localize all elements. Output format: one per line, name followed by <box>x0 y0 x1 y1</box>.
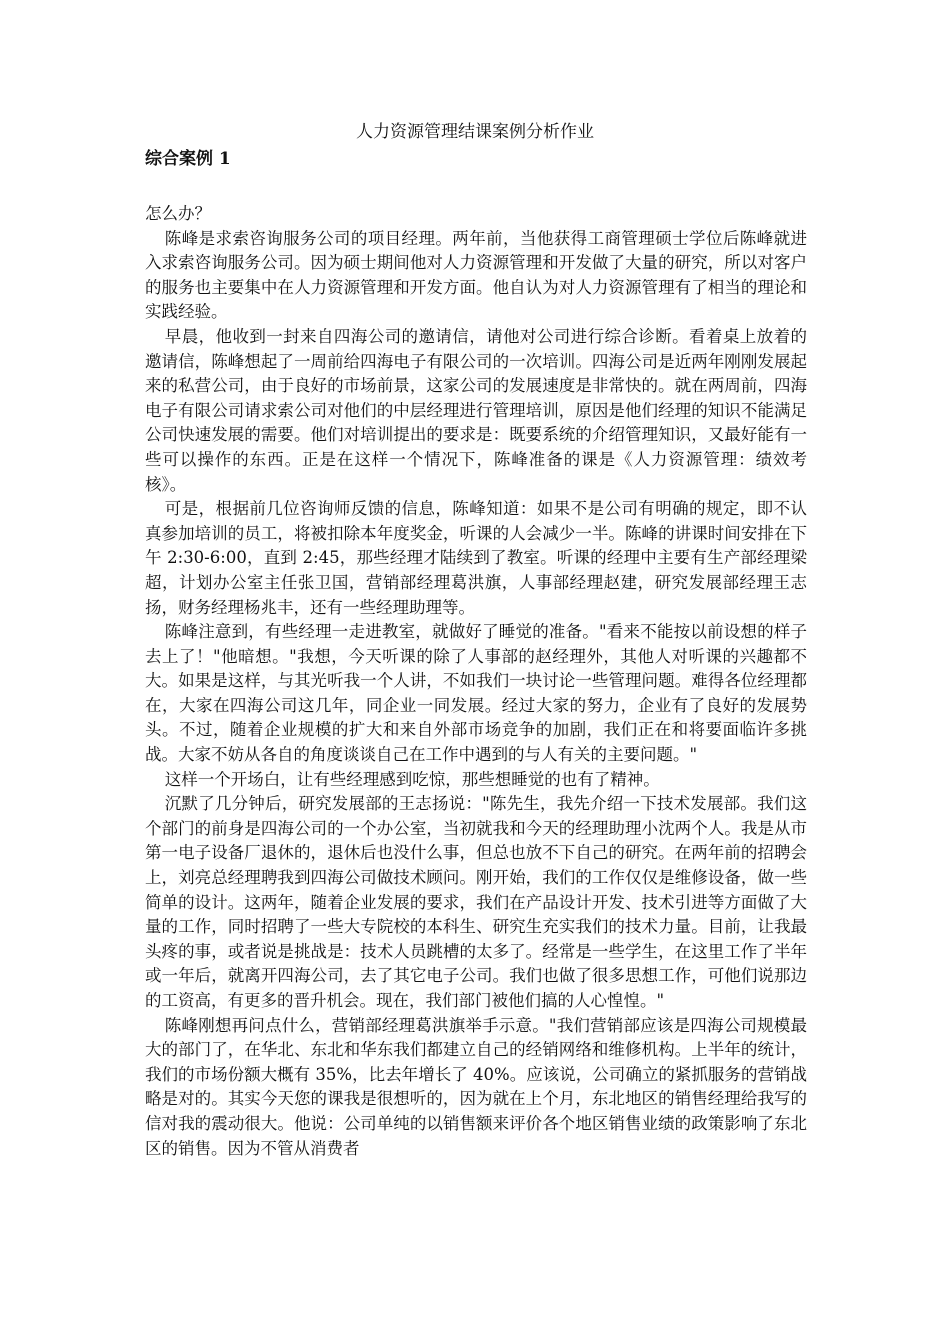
paragraph: 沉默了几分钟后，研究发展部的王志扬说："陈先生，我先介绍一下技术发展部。我们这个部门的前身是四海公司的一个办公室，当初就我和今天的经理助理小沈两个人。我是从市第一电子设备厂退休的，退休后也没什么事，但总也放不下自己的研究。在两年前的招聘会上，刘亮总经理聘我到四海公司做技术顾问。刚开始，我们的工作仅仅是维修设备，做一些简单的设计。这两年，随着企业发展的要求，我们在产品设计开发、技术引进等方面做了大量的工作，同时招聘了一些大专院校的本科生、研究生充实我们的技术力量。目前，让我最头疼的事，或者说是挑战是：技术人员跳槽的太多了。经常是一些学生，在这里工作了半年或一年后，就离开四海公司，去了其它电子公司。我们也做了很多思想工作，可他们说那边的工资高，有更多的晋升机会。现在，我们部门被他们搞的人心惶惶。" <box>145 794 807 1010</box>
document-body <box>145 202 807 1161</box>
paragraph: 可是，根据前几位咨询师反馈的信息，陈峰知道：如果不是公司有明确的规定，即不认真参加培训的员工，将被扣除本年度奖金，听课的人会减少一半。陈峰的讲课时间安排在下午 2:30-6:00，直到 2:45，那些经理才陆续到了教室。听课的经理中主要有生产部经理梁超，计划办公室主任张卫国，营销部经理葛洪旗，人事部经理赵建，研究发展部经理王志扬，财务经理杨兆丰，还有一些经理助理等。 <box>145 499 807 617</box>
paragraph: 陈峰刚想再问点什么，营销部经理葛洪旗举手示意。"我们营销部应该是四海公司规模最大的部门了，在华北、东北和华东我们都建立自己的经销网络和维修机构。上半年的统计，我们的市场份额大概有 35%，比去年增长了 40%。应该说，公司确立的紧抓服务的营销战略是对的。其实今天您的课我是很想听的，因为就在上个月，东北地区的销售经理给我写的信对我的震动很大。他说：公司单纯的以销售额来评价各个地区销售业绩的政策影响了东北区的销售。因为不管从消费者 <box>145 1015 807 1158</box>
case-heading: 综合案例 1 <box>145 149 231 169</box>
document-title: 人力资源管理结课案例分析作业 <box>356 122 594 142</box>
paragraph-question: 怎么办？ <box>145 204 211 223</box>
paragraph: 陈峰注意到，有些经理一走进教室，就做好了睡觉的准备。"看来不能按以前设想的样子去上了！"他暗想。"我想，今天听课的除了人事部的赵经理外，其他人对听课的兴趣都不大。如果是这样，与其光听我一个人讲，不如我们一块讨论一些管理问题。难得各位经理都在，大家在四海公司这几年，同企业一同发展。经过大家的努力，企业有了良好的发展势头。不过，随着企业规模的扩大和来自外部市场竞争的加剧，我们正在和将要面临许多挑战。大家不妨从各自的角度谈谈自己在工作中遇到的与人有关的主要问题。" <box>145 622 807 765</box>
paragraph: 陈峰是求索咨询服务公司的项目经理。两年前，当他获得工商管理硕士学位后陈峰就进入求索咨询服务公司。因为硕士期间他对人力资源管理和开发做了大量的研究，所以对客户的服务也主要集中在人力资源管理和开发方面。他自认为对人力资源管理有了相当的理论和实践经验。 <box>145 228 807 322</box>
paragraph: 早晨，他收到一封来自四海公司的邀请信，请他对公司进行综合诊断。看着桌上放着的邀请信，陈峰想起了一周前给四海电子有限公司的一次培训。四海公司是近两年刚刚发展起来的私营公司，由于良好的市场前景，这家公司的发展速度是非常快的。就在两周前，四海电子有限公司请求索公司对他们的中层经理进行管理培训，原因是他们经理的知识不能满足公司快速发展的需要。他们对培训提出的要求是：既要系统的介绍管理知识，又最好能有一些可以操作的东西。正是在这样一个情况下，陈峰准备的课是《人力资源管理：绩效考核》。 <box>145 326 807 494</box>
paragraph: 这样一个开场白，让有些经理感到吃惊，那些想睡觉的也有了精神。 <box>164 769 660 789</box>
